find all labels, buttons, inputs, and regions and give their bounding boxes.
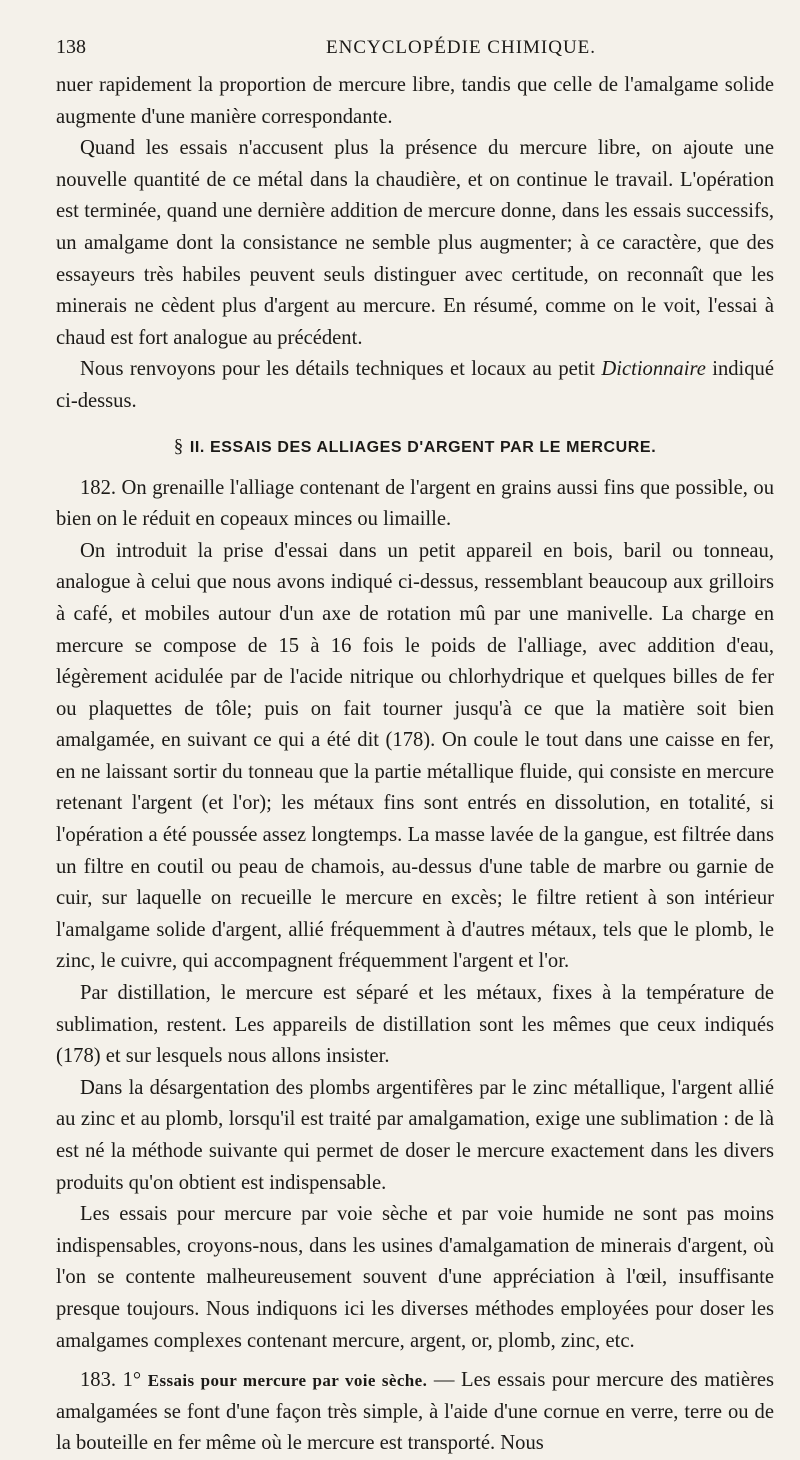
body-text [56, 70, 774, 1460]
paragraph-methodes: Les essais pour mercure par voie sèche et par voie humide ne sont pas moins indispensables, croyons-nous, dans les usines d'amalgamation de minerais d'argent, où l'on se contente malheureusement souvent d'une appréciation à l'œil, insuffisante presque toujours. Nous indiquons ici les diverses méthodes employées pour doser les amalgames complexes contenant mercure, argent, or, plomb, zinc, etc. [56, 1203, 774, 1352]
paragraph-183 [56, 1365, 774, 1460]
paragraph-distillation: Par distillation, le mercure est séparé et les métaux, fixes à la température de sublimation, restent. Les appareils de distillation sont les mêmes que ceux indiqués (178) et sur lesquels nous allons insister. [56, 982, 774, 1068]
dictionnaire-title: Dictionnaire [601, 358, 706, 381]
section-sign: § [173, 435, 184, 457]
page-number: 138 [56, 36, 86, 58]
paragraph-desargentation: Dans la désargentation des plombs argentifères par le zinc métallique, l'argent allié au zinc et au plomb, lorsqu'il est traité par amalgamation, exige une sublimation : de là est né la méthode suivante qui permet de doser le mercure exactement dans les divers produits qu'on obtient est indispensable. [56, 1076, 774, 1194]
paragraph-appareil: On introduit la prise d'essai dans un petit appareil en bois, baril ou tonneau, analogue à celui que nous avons indiqué ci-dessus, ressemblant beaucoup aux grilloirs à café, et mobiles autour d'un axe de rotation mû par une manivelle. La charge en mercure se compose de 15 à 16 fois le poids de l'alliage, avec addition d'eau, légèrement acidulée par de l'acide nitrique ou chlorhydrique et quelques billes de fer ou plaquettes de tôle; puis on fait tourner jusqu'à ce que la matière soit bien amalgamée, en suivant ce qui a été dit (178). On coule le tout dans une caisse en fer, en ne laissant sortir du tonneau que la partie métallique fluide, qui consiste en mercure retenant l'argent (et l'or); les métaux fins sont entrés en dissolution, en totalité, si l'opération a été poussée assez longtemps. La masse lavée de la gangue, est filtrée dans un filtre en coutil ou peau de chamois, au-dessus d'une table de marbre ou garnie de cuir, sur laquelle on recueille le mercure en excès; le filtre retient à son intérieur l'amalgame solide d'argent, allié fréquemment à d'autres métaux, tels que le plomb, le zinc, le cuivre, qui accompagnent fréquemment l'argent et l'or. [56, 539, 774, 973]
paragraph-183-text: — Les essais pour mercure des matières amalgamées se font d'une façon très simple, à l'aide d'une cornue en verre, terre ou de la bouteille en fer même où le mercure est transporté. Nous [56, 1369, 775, 1455]
paragraph-gap [56, 1357, 774, 1365]
article-number-183: 183. 1° [80, 1369, 142, 1392]
section-heading [56, 435, 774, 460]
running-title: ENCYCLOPÉDIE CHIMIQUE. [326, 37, 597, 58]
renvoi-text-end: indiqué ci-dessus. [56, 358, 774, 412]
paragraph-renvoi [56, 354, 774, 417]
paragraph-essais-chaud: Quand les essais n'accusent plus la présence du mercure libre, on ajoute une nouvelle quantité de ce métal dans la chaudière, et on continue le travail. L'opération est terminée, quand une dernière addition de mercure donne, dans les essais successifs, un amalgame dont la consistance ne semble plus augmenter; à ce caractère, que des essayeurs très habiles peuvent seuls distinguer avec certitude, on reconnaît que les minerais ne cèdent plus d'argent au mercure. En résumé, comme on le voit, l'essai à chaud est fort analogue au précédent. [56, 137, 774, 349]
paragraph-182-text: On grenaille l'alliage contenant de l'argent en grains aussi fins que possible, ou bien on le réduit en copeaux minces ou limaille. [56, 476, 774, 531]
subsection-title-voie-seche: Essais pour mercure par voie sèche. [147, 1371, 428, 1391]
renvoi-text-start: Nous renvoyons pour les détails techniques et locaux au petit [80, 358, 602, 381]
paragraph-182 [56, 473, 774, 536]
article-number-182: 182. [80, 476, 117, 499]
paragraph-continued: nuer rapidement la proportion de mercure libre, tandis que celle de l'amalgame solide augmente d'une manière correspondante. [56, 74, 774, 128]
running-head [56, 36, 774, 70]
section-title: II. ESSAIS DES ALLIAGES D'ARGENT PAR LE MERCURE. [189, 438, 657, 456]
